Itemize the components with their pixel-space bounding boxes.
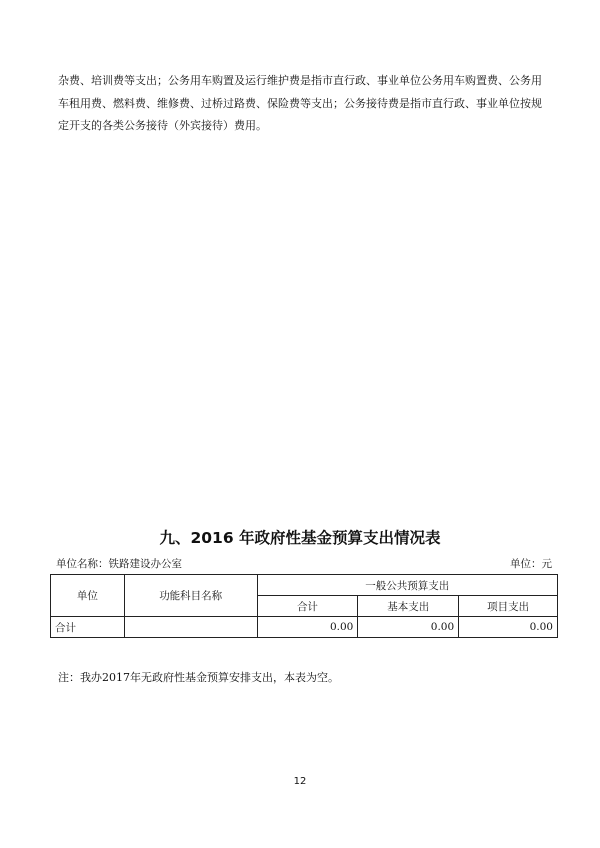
budget-table <box>50 574 558 638</box>
header-total: 合计 <box>257 596 358 617</box>
body-paragraph <box>58 70 558 138</box>
cell-subject <box>124 617 257 638</box>
table-header-row <box>51 575 558 596</box>
paragraph-line: 车租用费、燃料费、维修费、过桥过路费、保险费等支出；公务接待费是指市直行政、事业单位按规 <box>58 96 542 110</box>
header-subject: 功能科目名称 <box>124 575 257 617</box>
header-unit: 单位 <box>51 575 125 617</box>
cell-project: 0.00 <box>459 617 558 638</box>
cell-unit: 合计 <box>51 617 125 638</box>
paragraph-line: 定开支的各类公务接待（外宾接待）费用。 <box>58 119 267 132</box>
header-basic: 基本支出 <box>358 596 459 617</box>
page-number: 12 <box>293 776 307 787</box>
header-group: 一般公共预算支出 <box>257 575 557 596</box>
unit-name-label: 单位名称：铁路建设办公室 <box>56 558 182 570</box>
table-row <box>51 617 558 638</box>
cell-total: 0.00 <box>257 617 358 638</box>
header-project: 项目支出 <box>459 596 558 617</box>
paragraph-line: 杂费、培训费等支出；公务用车购置及运行维护费是指市直行政、事业单位公务用车购置费、公务用 <box>58 74 542 87</box>
currency-unit-label: 单位：元 <box>510 558 552 570</box>
cell-basic: 0.00 <box>358 617 459 638</box>
table-title: 九、2016 年政府性基金预算支出情况表 <box>159 529 441 547</box>
footnote: 注：我办2017年无政府性基金预算安排支出，本表为空。 <box>58 671 339 684</box>
